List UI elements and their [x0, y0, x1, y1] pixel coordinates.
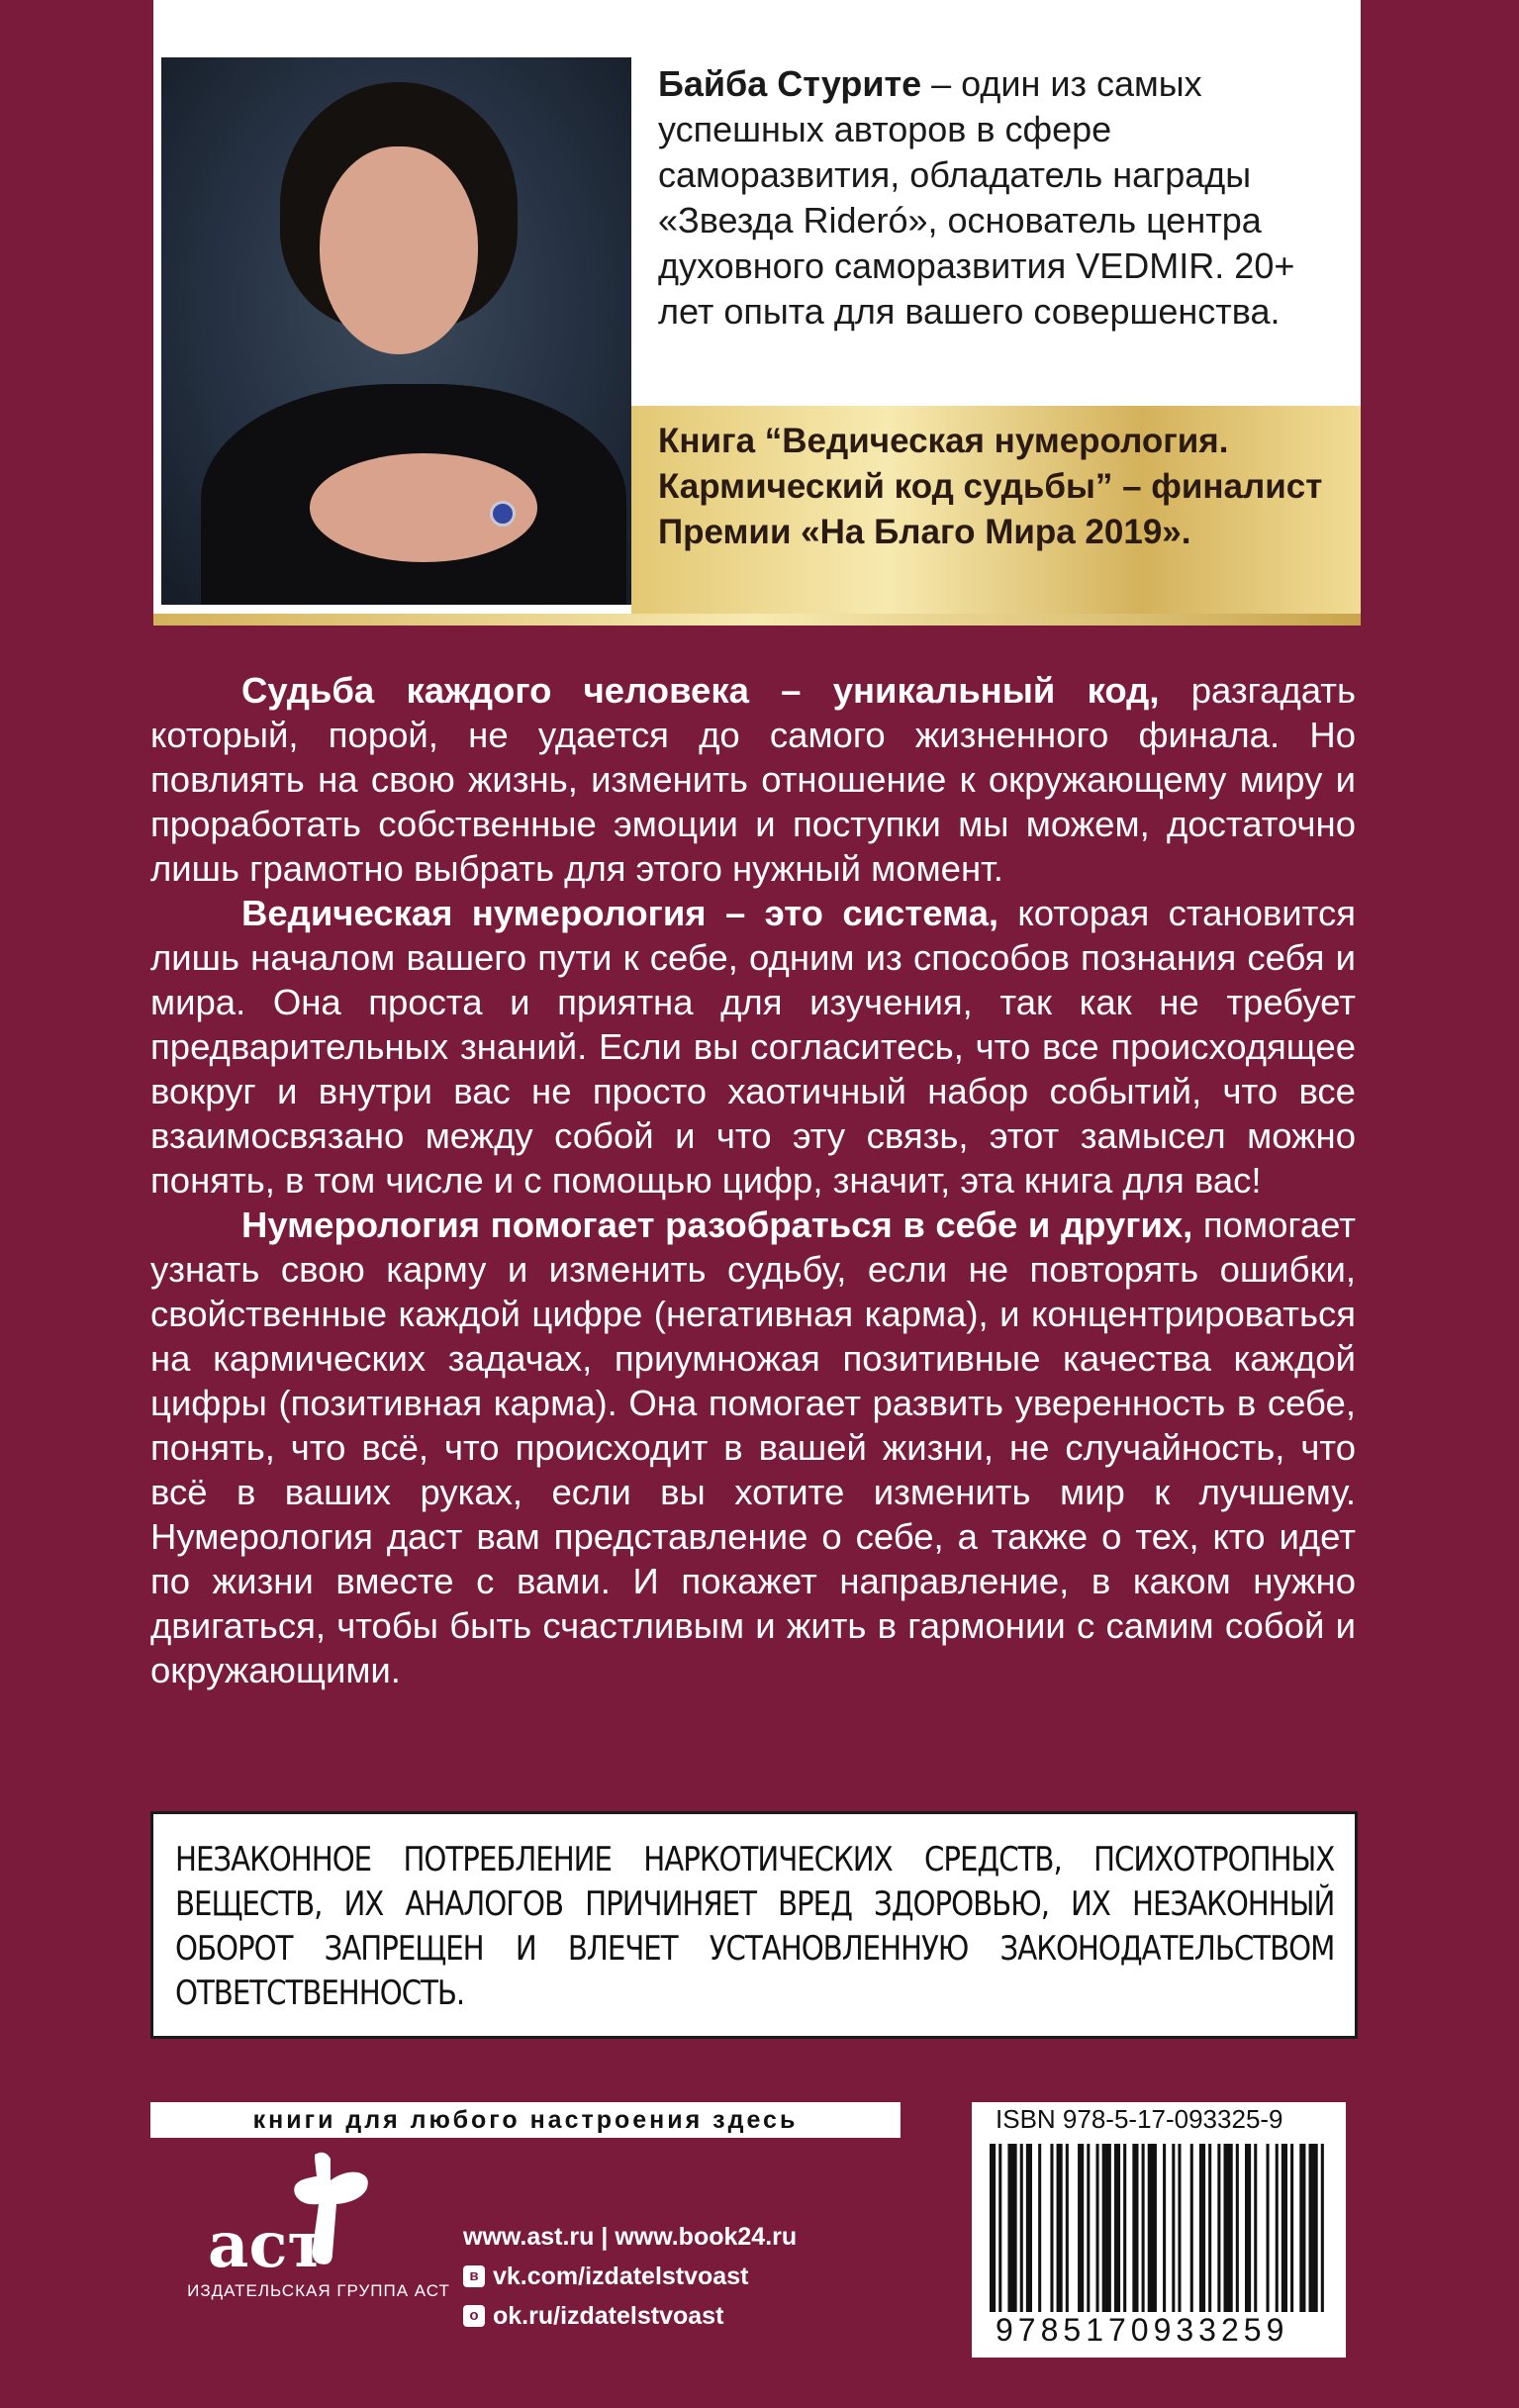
vk-link[interactable]: vk.com/izdatelstvoast: [493, 2263, 749, 2290]
author-bio: [658, 61, 1331, 335]
description-lead: Ведическая нумерология – это система,: [241, 893, 999, 933]
ok-link[interactable]: ok.ru/izdatelstvoast: [493, 2302, 724, 2330]
description-lead: Судьба каждого человека – уникальный код,: [241, 670, 1160, 711]
description-body: которая становится лишь началом вашего пути к себе, одним из способов познания себя и мира. Она проста и приятна для изучения, так как не требует предварительных знаний. Если вы согласитесь, что все происходящее вокруг и внутри вас не просто хаотичный набор событий, что все взаимосвязано между собой и что эту связь, этот замысел можно понять, в том числе и с помощью цифр, значит, эта книга для вас!: [150, 893, 1356, 1201]
description-body: разгадать который, порой, не удается до самого жизненного финала. Но повлиять на свою жизнь, изменить отношение к окружающему миру и проработать собственные эмоции и поступки мы можем, достаточно лишь грамотно выбрать для этого нужный момент.: [150, 670, 1357, 889]
vk-icon: в: [463, 2265, 485, 2287]
description-paragraph: [150, 1203, 1356, 1692]
barcode-bars: [990, 2144, 1330, 2312]
publisher-name: ИЗДАТЕЛЬСКАЯ ГРУППА АСТ: [187, 2281, 450, 2300]
barcode-number: 9785170933259: [996, 2312, 1289, 2348]
logo-text: аст: [208, 2208, 328, 2282]
book-description: [150, 668, 1356, 1692]
author-name: Байба Стурите: [658, 63, 922, 104]
ok-icon: о: [463, 2305, 485, 2327]
author-bio-text: – один из самых успешных авторов в сфере саморазвития, обладатель награды «Звезда Rideró», основатель центра духовного саморазвития VEDMIR. 20+ лет опыта для вашего совершенства.: [658, 63, 1295, 332]
publisher-links: [463, 2217, 797, 2336]
description-body: помогает узнать свою карму и изменить судьбу, если не повторять ошибки, свойственные каждой цифре (негативная карма), и концентрироваться на кармических задачах, приумножая позитивные качества каждой цифры (позитивная карма). Она помогает развить уверенность в себе, понять, что всё, что происходит в вашей жизни, не случайность, что всё в ваших руках, если вы хотите изменить мир к лучшему. Нумерология даст вам представление о себе, а также о тех, кто идет по жизни вместе с вами. И покажет направление, в каком нужно двигаться, чтобы быть счастливым и жить в гармонии с самим собой и окружающими.: [150, 1204, 1356, 1690]
description-paragraph: [150, 668, 1356, 891]
legal-warning-text: НЕЗАКОННОЕ ПОТРЕБЛЕНИЕ НАРКОТИЧЕСКИХ СРЕДСТВ, ПСИХОТРОПНЫХ ВЕЩЕСТВ, ИХ АНАЛОГОВ ПРИЧИНЯЕТ ВРЕД ЗДОРОВЬЮ, ИХ НЕЗАКОННЫЙ ОБОРОТ ЗАПРЕЩЕН И ВЛЕЧЕТ УСТАНОВЛЕННУЮ ЗАКОНОДАТЕЛЬСТВОМ ОТВЕТСТВЕННОСТЬ.: [175, 1840, 1335, 2013]
tagline: книги для любого настроения здесь: [150, 2102, 901, 2138]
legal-warning-box: [150, 1811, 1358, 2039]
gold-strip: [153, 614, 1361, 626]
barcode-box: [972, 2102, 1346, 2358]
vk-row[interactable]: [463, 2257, 797, 2296]
ok-row[interactable]: [463, 2296, 797, 2336]
ast-logo: [198, 2150, 406, 2288]
award-text: Книга “Ведическая нумерология. Кармический код судьбы” – финалист Премии «На Благо Мира 2019».: [658, 422, 1323, 551]
website-links[interactable]: www.ast.ru | www.book24.ru: [463, 2223, 798, 2251]
description-paragraph: [150, 891, 1356, 1203]
author-photo: [161, 57, 631, 605]
description-lead: Нумерология помогает разобраться в себе и других,: [241, 1204, 1193, 1245]
isbn-label: ISBN 978-5-17-093325-9: [996, 2104, 1283, 2134]
